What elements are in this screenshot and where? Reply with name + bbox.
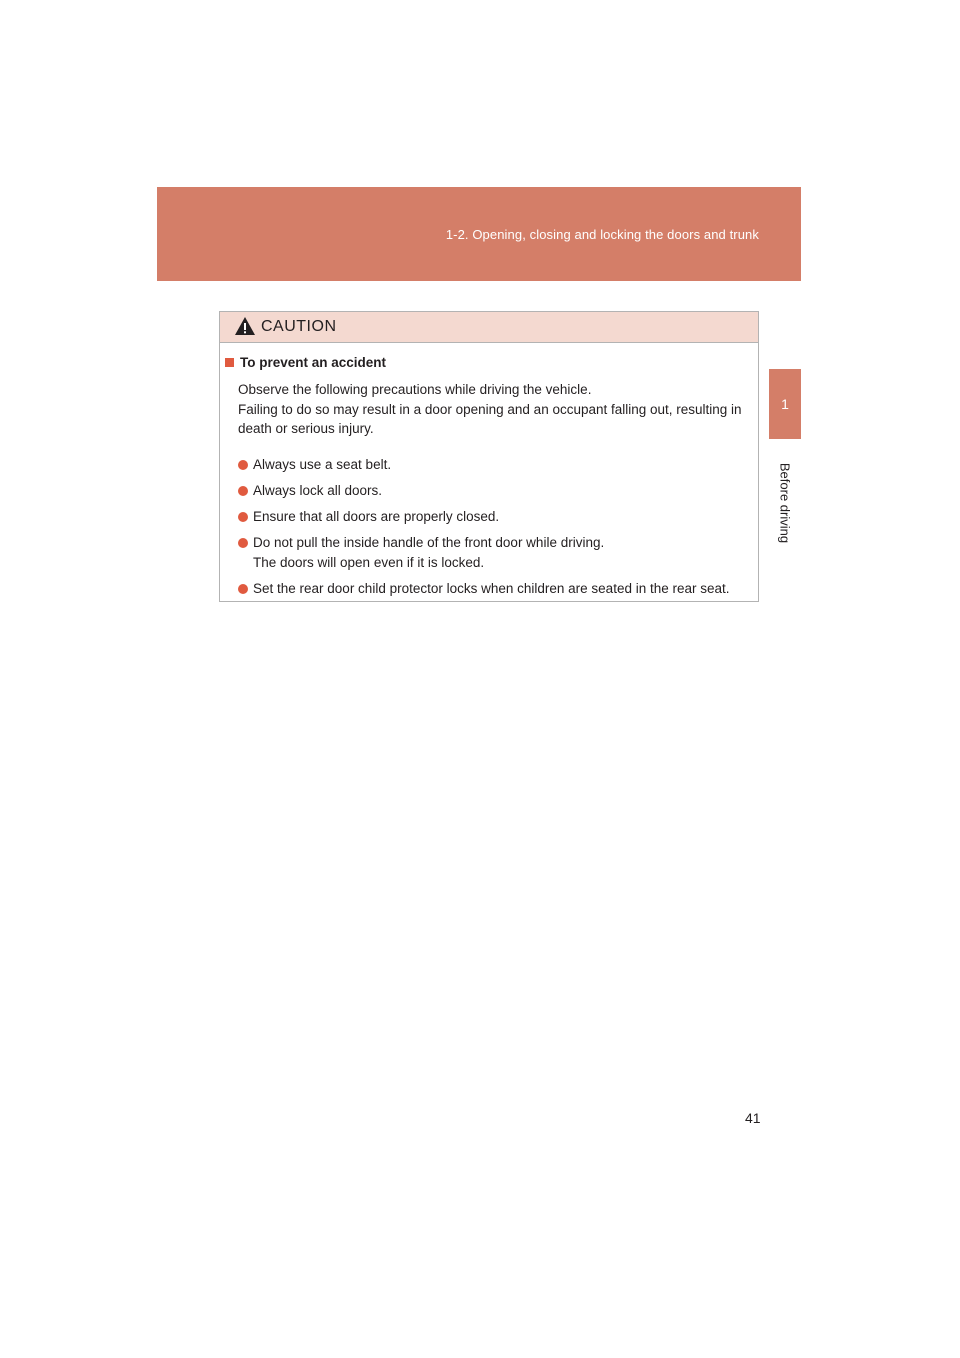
bullet-dot-icon: [238, 486, 248, 496]
square-bullet-icon: [225, 358, 234, 367]
page-number: 41: [745, 1110, 761, 1126]
list-item-text: Always use a seat belt.: [253, 457, 392, 472]
list-item-text: Set the rear door child protector locks when children are seated in the rear seat.: [253, 581, 730, 596]
list-item-text: Always lock all doors.: [253, 483, 383, 498]
section-title: 1-2. Opening, closing and locking the doors and trunk: [445, 227, 759, 242]
list-item: [238, 579, 758, 599]
caution-heading: [225, 355, 386, 370]
list-item: [238, 533, 758, 572]
intro-line: Failing to do so may result in a door opening and an occupant falling out, resulting in: [238, 401, 742, 417]
list-item-text: The doors will open even if it is locked.: [253, 554, 485, 570]
caution-intro: [238, 380, 758, 439]
list-item: [238, 455, 758, 475]
caution-heading-text: To prevent an accident: [240, 355, 387, 370]
list-item: [238, 481, 758, 501]
bullet-dot-icon: [238, 512, 248, 522]
bullet-dot-icon: [238, 460, 248, 470]
bullet-dot-icon: [238, 584, 248, 594]
chapter-label: Before driving: [777, 462, 793, 544]
chapter-tab: [769, 369, 801, 439]
list-item-text: Do not pull the inside handle of the front door while driving.: [253, 535, 605, 550]
intro-line: Observe the following precautions while driving the vehicle.: [238, 382, 592, 397]
intro-line: death or serious injury.: [238, 421, 374, 436]
caution-title: CAUTION: [261, 318, 337, 335]
bullet-dot-icon: [238, 538, 248, 548]
caution-box: [219, 311, 759, 602]
caution-header: [220, 312, 758, 343]
warning-triangle-icon: [234, 316, 256, 336]
list-item: [238, 507, 758, 527]
chapter-number: 1: [781, 396, 789, 412]
list-item-text: Ensure that all doors are properly closed.: [253, 509, 500, 524]
header-band: [157, 187, 801, 281]
